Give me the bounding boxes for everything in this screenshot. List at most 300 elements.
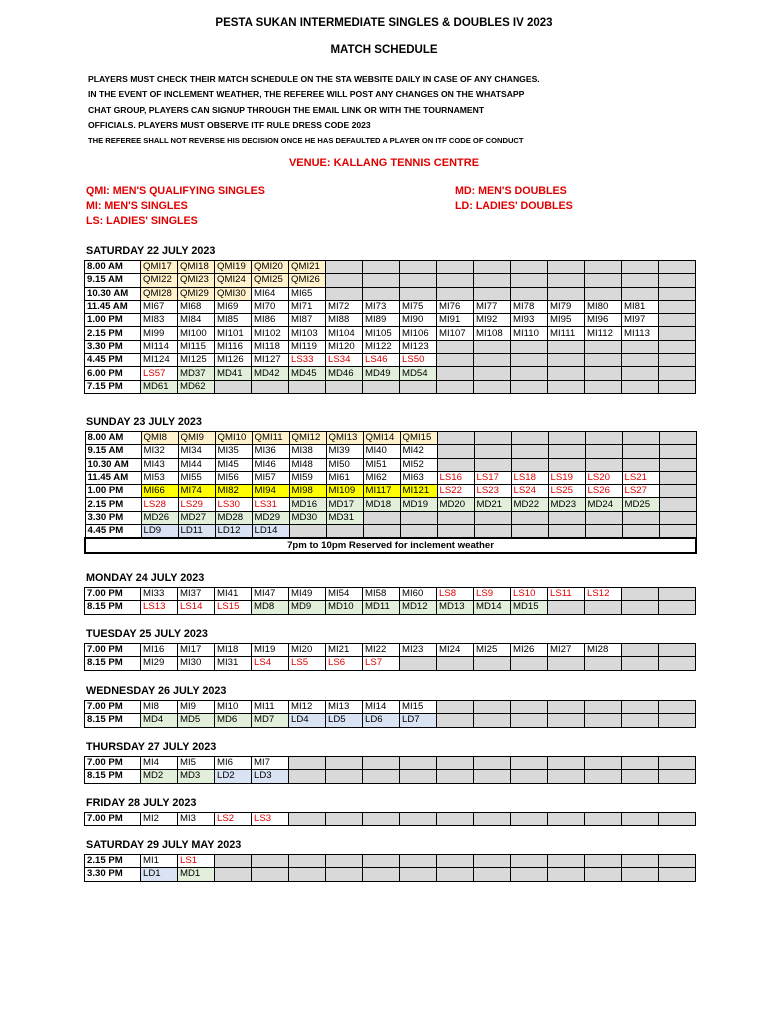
empty-cell — [659, 300, 696, 313]
match-cell: MD22 — [511, 498, 548, 511]
time-slot: 8.15 PM — [85, 657, 141, 670]
schedule-row — [85, 511, 696, 524]
match-cell: MD18 — [363, 498, 400, 511]
schedule-row — [85, 458, 696, 471]
time-slot: 6.00 PM — [85, 367, 141, 380]
match-cell: LS14 — [178, 601, 215, 614]
day-heading: SUNDAY 23 JULY 2023 — [86, 416, 202, 428]
match-cell: MI29 — [141, 657, 178, 670]
match-cell: MI70 — [252, 300, 289, 313]
match-cell: QMI17 — [141, 261, 178, 274]
match-cell: MI42 — [400, 445, 437, 458]
empty-cell — [585, 274, 622, 287]
match-cell: MI8 — [141, 701, 178, 714]
empty-cell — [437, 757, 474, 770]
empty-cell — [585, 261, 622, 274]
match-cell: LD1 — [141, 868, 178, 881]
empty-cell — [659, 770, 696, 783]
empty-cell — [622, 525, 659, 539]
schedule-row — [85, 525, 696, 539]
match-cell: MI16 — [141, 644, 178, 657]
time-slot: 7.00 PM — [85, 701, 141, 714]
schedule-row — [85, 485, 696, 498]
empty-cell — [659, 485, 696, 498]
empty-cell — [474, 432, 511, 445]
empty-cell — [437, 432, 474, 445]
schedule-row — [85, 498, 696, 511]
empty-cell — [363, 380, 400, 393]
empty-cell — [474, 445, 511, 458]
match-cell: MI60 — [400, 588, 437, 601]
match-cell: MD16 — [289, 498, 326, 511]
empty-cell — [437, 511, 474, 524]
reserved-row — [85, 538, 696, 552]
match-cell: MI5 — [178, 757, 215, 770]
match-cell: LS4 — [252, 657, 289, 670]
empty-cell — [252, 868, 289, 881]
empty-cell — [289, 757, 326, 770]
match-cell: QMI10 — [215, 432, 252, 445]
match-cell: MI79 — [548, 300, 585, 313]
empty-cell — [548, 287, 585, 300]
match-cell: MI27 — [548, 644, 585, 657]
empty-cell — [511, 868, 548, 881]
empty-cell — [511, 354, 548, 367]
empty-cell — [548, 601, 585, 614]
day-heading: THURSDAY 27 JULY 2023 — [86, 741, 217, 753]
match-cell: MD2 — [141, 770, 178, 783]
match-cell: MI53 — [141, 471, 178, 484]
match-cell: MI71 — [289, 300, 326, 313]
match-cell: LS8 — [437, 588, 474, 601]
time-slot: 3.30 PM — [85, 868, 141, 881]
empty-cell — [474, 770, 511, 783]
match-cell: MI97 — [622, 314, 659, 327]
empty-cell — [511, 274, 548, 287]
match-cell: MD11 — [363, 601, 400, 614]
schedule-row — [85, 261, 696, 274]
day-section — [84, 415, 697, 554]
match-cell: MI36 — [252, 445, 289, 458]
match-cell: LS15 — [215, 601, 252, 614]
empty-cell — [326, 757, 363, 770]
empty-cell — [437, 367, 474, 380]
match-cell: LD5 — [326, 714, 363, 727]
schedule-table — [84, 854, 696, 882]
legend-left — [86, 184, 265, 228]
match-cell: MD10 — [326, 601, 363, 614]
empty-cell — [289, 813, 326, 826]
match-cell: LS26 — [585, 485, 622, 498]
schedule-table — [84, 700, 696, 728]
match-cell: MI83 — [141, 314, 178, 327]
match-cell: MD26 — [141, 511, 178, 524]
empty-cell — [474, 274, 511, 287]
match-cell: MI50 — [326, 458, 363, 471]
match-cell: QMI21 — [289, 261, 326, 274]
match-cell: MI57 — [252, 471, 289, 484]
match-cell: MI62 — [363, 471, 400, 484]
schedule-row — [85, 340, 696, 353]
match-cell: MI115 — [178, 340, 215, 353]
match-cell: MI106 — [400, 327, 437, 340]
empty-cell — [659, 813, 696, 826]
empty-cell — [474, 367, 511, 380]
time-slot: 8.15 PM — [85, 770, 141, 783]
empty-cell — [585, 855, 622, 868]
empty-cell — [659, 340, 696, 353]
match-cell: MI54 — [326, 588, 363, 601]
match-cell: LD9 — [141, 525, 178, 539]
match-cell: QMI30 — [215, 287, 252, 300]
match-cell: MD49 — [363, 367, 400, 380]
match-cell: QMI12 — [289, 432, 326, 445]
match-cell: MD12 — [400, 601, 437, 614]
match-cell: MI58 — [363, 588, 400, 601]
empty-cell — [622, 287, 659, 300]
empty-cell — [659, 314, 696, 327]
empty-cell — [400, 757, 437, 770]
notice-line: CHAT GROUP, PLAYERS CAN SIGNUP THROUGH THE EMAIL LINK OR WITH THE TOURNAMENT — [88, 104, 485, 115]
empty-cell — [474, 511, 511, 524]
match-cell: MI80 — [585, 300, 622, 313]
empty-cell — [511, 657, 548, 670]
schedule-row — [85, 327, 696, 340]
empty-cell — [659, 458, 696, 471]
day-heading: MONDAY 24 JULY 2023 — [86, 572, 205, 584]
empty-cell — [474, 813, 511, 826]
empty-cell — [585, 432, 622, 445]
empty-cell — [363, 868, 400, 881]
schedule-table — [84, 260, 696, 394]
time-slot: 8.15 PM — [85, 601, 141, 614]
match-cell: MI59 — [289, 471, 326, 484]
day-heading: WEDNESDAY 26 JULY 2023 — [86, 685, 227, 697]
match-cell: MI20 — [289, 644, 326, 657]
empty-cell — [585, 813, 622, 826]
empty-cell — [659, 274, 696, 287]
match-cell: MI64 — [252, 287, 289, 300]
match-cell: MI102 — [252, 327, 289, 340]
match-cell: LS12 — [585, 588, 622, 601]
schedule-table — [84, 812, 696, 826]
empty-cell — [585, 287, 622, 300]
match-cell: MD54 — [400, 367, 437, 380]
schedule-row — [85, 813, 696, 826]
match-cell: MI101 — [215, 327, 252, 340]
match-cell: LS2 — [215, 813, 252, 826]
document-subtitle: MATCH SCHEDULE — [330, 44, 438, 56]
time-slot: 11.45 AM — [85, 300, 141, 313]
empty-cell — [289, 525, 326, 539]
match-cell: MI48 — [289, 458, 326, 471]
day-section — [84, 571, 696, 615]
match-cell: MD29 — [252, 511, 289, 524]
empty-cell — [326, 274, 363, 287]
empty-cell — [363, 855, 400, 868]
empty-cell — [622, 657, 659, 670]
schedule-row — [85, 354, 696, 367]
empty-cell — [585, 701, 622, 714]
match-cell: LD14 — [252, 525, 289, 539]
match-cell: MD41 — [215, 367, 252, 380]
match-cell: MI81 — [622, 300, 659, 313]
match-cell: LS1 — [178, 855, 215, 868]
match-cell: MD61 — [141, 380, 178, 393]
schedule-row — [85, 300, 696, 313]
match-cell: QMI23 — [178, 274, 215, 287]
day-section — [84, 684, 696, 728]
match-cell: LS24 — [511, 485, 548, 498]
legend-right — [455, 184, 573, 214]
empty-cell — [474, 714, 511, 727]
empty-cell — [659, 287, 696, 300]
empty-cell — [622, 714, 659, 727]
time-slot: 1.00 PM — [85, 314, 141, 327]
match-cell: MI6 — [215, 757, 252, 770]
empty-cell — [659, 657, 696, 670]
empty-cell — [659, 471, 696, 484]
empty-cell — [622, 445, 659, 458]
match-cell: MD46 — [326, 367, 363, 380]
empty-cell — [622, 813, 659, 826]
match-cell: MD3 — [178, 770, 215, 783]
match-cell: MI74 — [178, 485, 215, 498]
empty-cell — [622, 601, 659, 614]
empty-cell — [326, 287, 363, 300]
match-cell: MI17 — [178, 644, 215, 657]
empty-cell — [511, 511, 548, 524]
day-section — [84, 627, 696, 671]
match-cell: MI92 — [474, 314, 511, 327]
empty-cell — [400, 511, 437, 524]
match-cell: MD9 — [289, 601, 326, 614]
match-cell: MI122 — [363, 340, 400, 353]
empty-cell — [437, 855, 474, 868]
empty-cell — [659, 432, 696, 445]
empty-cell — [437, 261, 474, 274]
day-section — [84, 796, 696, 826]
match-cell: MD17 — [326, 498, 363, 511]
match-cell: LS30 — [215, 498, 252, 511]
empty-cell — [363, 757, 400, 770]
match-cell: MI114 — [141, 340, 178, 353]
empty-cell — [511, 525, 548, 539]
empty-cell — [548, 770, 585, 783]
time-slot: 7.00 PM — [85, 757, 141, 770]
empty-cell — [400, 287, 437, 300]
empty-cell — [437, 354, 474, 367]
empty-cell — [585, 367, 622, 380]
empty-cell — [363, 525, 400, 539]
match-cell: MI87 — [289, 314, 326, 327]
venue-label: VENUE: KALLANG TENNIS CENTRE — [288, 157, 480, 169]
match-cell: MD24 — [585, 498, 622, 511]
match-cell: LS16 — [437, 471, 474, 484]
empty-cell — [659, 354, 696, 367]
empty-cell — [548, 868, 585, 881]
match-cell: QMI25 — [252, 274, 289, 287]
match-cell: LS50 — [400, 354, 437, 367]
empty-cell — [363, 813, 400, 826]
empty-cell — [289, 868, 326, 881]
empty-cell — [363, 770, 400, 783]
match-cell: MI34 — [178, 445, 215, 458]
match-cell: MD45 — [289, 367, 326, 380]
match-cell: QMI26 — [289, 274, 326, 287]
match-cell: MD42 — [252, 367, 289, 380]
empty-cell — [215, 380, 252, 393]
empty-cell — [548, 525, 585, 539]
match-cell: MI47 — [252, 588, 289, 601]
match-cell: MI49 — [289, 588, 326, 601]
schedule-row — [85, 855, 696, 868]
empty-cell — [622, 354, 659, 367]
match-cell: MI65 — [289, 287, 326, 300]
match-cell: MI19 — [252, 644, 289, 657]
empty-cell — [659, 380, 696, 393]
schedule-row — [85, 601, 696, 614]
empty-cell — [585, 714, 622, 727]
empty-cell — [437, 287, 474, 300]
empty-cell — [659, 644, 696, 657]
match-cell: LS23 — [474, 485, 511, 498]
notice-line: OFFICIALS. PLAYERS MUST OBSERVE ITF RULE DRESS CODE 2023 — [88, 119, 371, 130]
empty-cell — [622, 644, 659, 657]
empty-cell — [289, 380, 326, 393]
match-cell: MI52 — [400, 458, 437, 471]
match-cell: LS34 — [326, 354, 363, 367]
match-cell: MI63 — [400, 471, 437, 484]
empty-cell — [511, 380, 548, 393]
day-heading: FRIDAY 28 JULY 2023 — [86, 797, 197, 809]
match-cell: QMI8 — [141, 432, 178, 445]
empty-cell — [437, 445, 474, 458]
match-cell: MI121 — [400, 485, 437, 498]
match-cell: MD6 — [215, 714, 252, 727]
empty-cell — [659, 367, 696, 380]
match-cell: MI46 — [252, 458, 289, 471]
empty-cell — [437, 714, 474, 727]
match-cell: MI41 — [215, 588, 252, 601]
match-cell: QMI14 — [363, 432, 400, 445]
match-cell: MI25 — [474, 644, 511, 657]
match-cell: MI15 — [400, 701, 437, 714]
match-cell: MD15 — [511, 601, 548, 614]
match-cell: MI69 — [215, 300, 252, 313]
match-cell: MI31 — [215, 657, 252, 670]
empty-cell — [474, 701, 511, 714]
match-cell: MI1 — [141, 855, 178, 868]
empty-cell — [548, 813, 585, 826]
match-cell: MD27 — [178, 511, 215, 524]
match-cell: MD13 — [437, 601, 474, 614]
empty-cell — [585, 445, 622, 458]
match-cell: MI90 — [400, 314, 437, 327]
notice-block — [88, 72, 728, 148]
match-cell: LD6 — [363, 714, 400, 727]
match-cell: LS29 — [178, 498, 215, 511]
match-cell: LS10 — [511, 588, 548, 601]
empty-cell — [326, 261, 363, 274]
time-slot: 11.45 AM — [85, 471, 141, 484]
time-slot: 7.00 PM — [85, 644, 141, 657]
match-cell: MI3 — [178, 813, 215, 826]
match-cell: MI24 — [437, 644, 474, 657]
time-slot: 4.45 PM — [85, 354, 141, 367]
match-cell: QMI20 — [252, 261, 289, 274]
time-slot: 2.15 PM — [85, 498, 141, 511]
empty-cell — [252, 855, 289, 868]
match-cell: LD7 — [400, 714, 437, 727]
match-cell: LS27 — [622, 485, 659, 498]
match-cell: LD11 — [178, 525, 215, 539]
match-cell: LS33 — [289, 354, 326, 367]
time-slot: 10.30 AM — [85, 287, 141, 300]
empty-cell — [363, 261, 400, 274]
empty-cell — [548, 701, 585, 714]
match-cell: MD30 — [289, 511, 326, 524]
schedule-row — [85, 868, 696, 881]
match-cell: QMI11 — [252, 432, 289, 445]
empty-cell — [585, 868, 622, 881]
match-cell: MI7 — [252, 757, 289, 770]
match-cell: MI2 — [141, 813, 178, 826]
empty-cell — [511, 714, 548, 727]
match-cell: MI30 — [178, 657, 215, 670]
empty-cell — [474, 657, 511, 670]
empty-cell — [585, 458, 622, 471]
match-cell: MI38 — [289, 445, 326, 458]
match-cell: MI73 — [363, 300, 400, 313]
empty-cell — [363, 511, 400, 524]
match-cell: QMI28 — [141, 287, 178, 300]
empty-cell — [622, 757, 659, 770]
match-cell: LD3 — [252, 770, 289, 783]
match-cell: MI66 — [141, 485, 178, 498]
time-slot: 7.00 PM — [85, 588, 141, 601]
empty-cell — [659, 701, 696, 714]
match-cell: QMI18 — [178, 261, 215, 274]
time-slot: 1.00 PM — [85, 485, 141, 498]
match-cell: MD19 — [400, 498, 437, 511]
schedule-row — [85, 657, 696, 670]
empty-cell — [511, 855, 548, 868]
empty-cell — [659, 714, 696, 727]
empty-cell — [585, 601, 622, 614]
empty-cell — [474, 855, 511, 868]
empty-cell — [289, 855, 326, 868]
empty-cell — [400, 657, 437, 670]
match-cell: QMI22 — [141, 274, 178, 287]
empty-cell — [326, 813, 363, 826]
empty-cell — [622, 340, 659, 353]
empty-cell — [548, 445, 585, 458]
match-cell: MI35 — [215, 445, 252, 458]
schedule-row — [85, 714, 696, 727]
empty-cell — [474, 525, 511, 539]
day-section — [84, 244, 696, 394]
match-cell: MI117 — [363, 485, 400, 498]
match-cell: MI39 — [326, 445, 363, 458]
match-cell: MI124 — [141, 354, 178, 367]
empty-cell — [437, 525, 474, 539]
match-cell: MI99 — [141, 327, 178, 340]
empty-cell — [622, 588, 659, 601]
schedule-table — [84, 431, 697, 554]
match-cell: LS11 — [548, 588, 585, 601]
day-heading: TUESDAY 25 JULY 2023 — [86, 628, 208, 640]
